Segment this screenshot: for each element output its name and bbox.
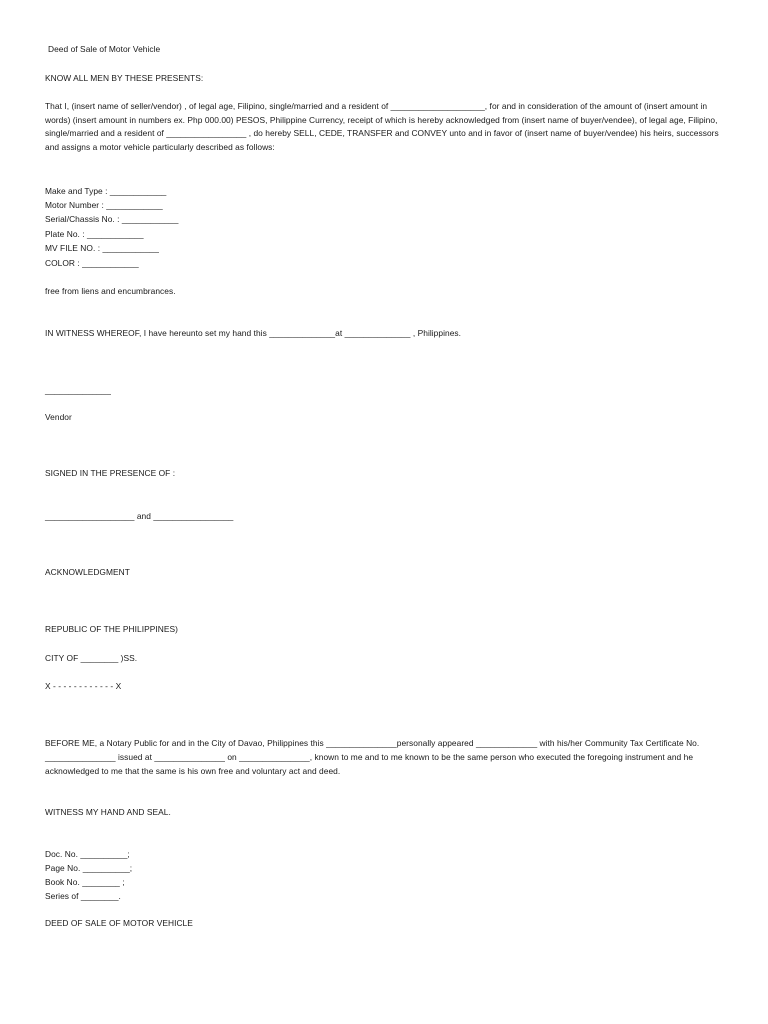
liens-clause: free from liens and encumbrances. <box>45 286 176 296</box>
witness-whereof-clause: IN WITNESS WHEREOF, I have hereunto set my hand this ______________at ______________ , Philippines. <box>45 328 462 338</box>
page-no-line: Page No. __________; <box>45 863 133 873</box>
series-of-line: Series of ________. <box>45 891 121 901</box>
city-of-line: CITY OF ________ )SS. <box>45 653 138 663</box>
vehicle-serial-chassis: Serial/Chassis No. : ____________ <box>45 214 179 224</box>
vendor-signature-line: ______________ <box>45 385 111 395</box>
document-title: Deed of Sale of Motor Vehicle <box>48 44 161 54</box>
vehicle-mv-file-no: MV FILE NO. : ____________ <box>45 243 159 253</box>
vehicle-plate-no: Plate No. : ____________ <box>45 229 144 239</box>
vehicle-make-type: Make and Type : ____________ <box>45 186 167 196</box>
vendor-label: Vendor <box>45 412 72 422</box>
footer-title: DEED OF SALE OF MOTOR VEHICLE <box>45 918 193 928</box>
x-separator-line: X - - - - - - - - - - - - X <box>45 681 122 691</box>
vehicle-color: COLOR : ____________ <box>45 258 139 268</box>
intro-heading: KNOW ALL MEN BY THESE PRESENTS: <box>45 73 204 83</box>
witness-signature-lines: ___________________ and _________________ <box>45 511 234 521</box>
body-paragraph: That I, (insert name of seller/vendor) , of legal age, Filipino, single/married and a resident of ____________________, for and in consideration of the amount of (insert amount in words) (insert amount in numbers ex. Php 000.00) PESOS, Philippine Currency, receipt of which is hereby acknowledged from (insert name of buyer/vendee), of legal age, Filipino, single/married and a resident of _________________ , do hereby SELL, CEDE, TRANSFER and CONVEY unto and in favor of (insert name of buyer/vendee) his heirs, successors and assigns a motor vehicle particularly described as follows: <box>45 101 719 152</box>
notary-paragraph: BEFORE ME, a Notary Public for and in the City of Davao, Philippines this _______________personally appeared _____________ with his/her Community Tax Certificate No. _______________ issued at _______________ on _______________, known to me and to me known to be the same person who executed the foregoing instrument and he acknowledged to me that the same is his own free and voluntary act and deed. <box>45 738 700 776</box>
witness-hand-seal: WITNESS MY HAND AND SEAL. <box>45 807 171 817</box>
republic-line: REPUBLIC OF THE PHILIPPINES) <box>45 624 178 634</box>
acknowledgment-heading: ACKNOWLEDGMENT <box>45 567 130 577</box>
book-no-line: Book No. ________ ; <box>45 877 125 887</box>
vehicle-motor-number: Motor Number : ____________ <box>45 200 163 210</box>
signed-presence-heading: SIGNED IN THE PRESENCE OF : <box>45 468 176 478</box>
doc-no-line: Doc. No. __________; <box>45 849 130 859</box>
